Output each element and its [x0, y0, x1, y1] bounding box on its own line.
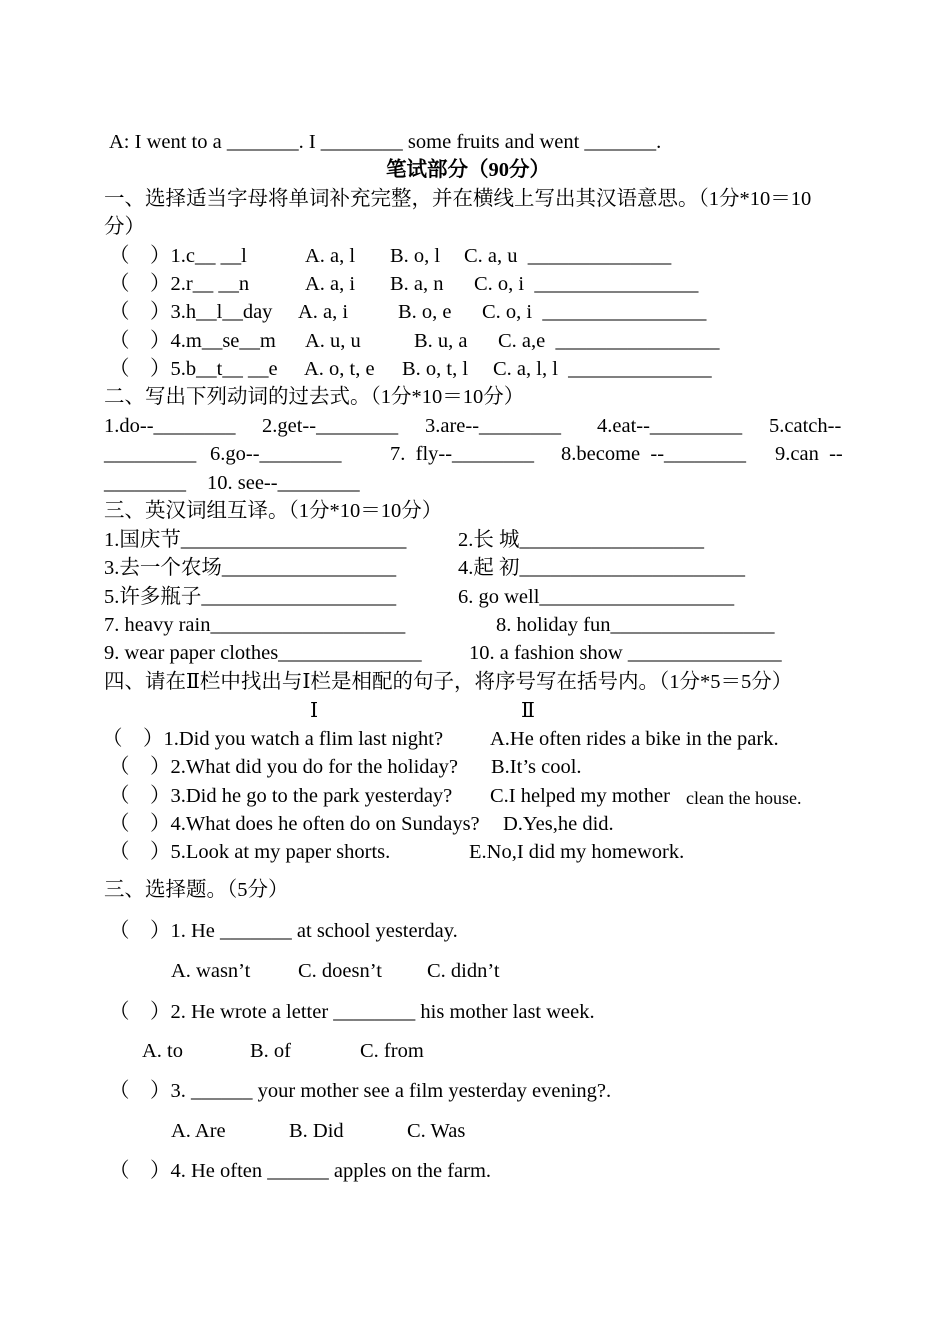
question-4: （ ）4. He often ______ apples on the farm. [109, 1160, 492, 1182]
part3-heading: 三、英汉词组互译。（1分*10＝10分） [104, 500, 443, 522]
part2-heading: 二、写出下列动词的过去式。（1分*10＝10分） [104, 386, 525, 408]
part1-heading-cont: 分） [104, 216, 145, 238]
question-1: （ ）1. He _______ at school yesterday. [109, 920, 458, 942]
question-2: （ ）2. He wrote a letter ________ his mother last week. [109, 1001, 595, 1023]
column-one-label: Ⅰ [310, 700, 319, 722]
question-3: （ ）3. ______ your mother see a film yesterday evening?. [109, 1080, 612, 1102]
column-two-label: Ⅱ [521, 700, 535, 722]
page-title: 笔试部分（90分） [386, 159, 550, 181]
part4-heading: 四、请在Ⅱ栏中找出与Ⅰ栏是相配的句子，将序号写在括号内。（1分*5＝5分） [104, 671, 793, 693]
part5-heading: 三、选择题。（5分） [104, 879, 289, 901]
intro-line: A: I went to a _______. I ________ some fruits and went _______. [109, 131, 662, 153]
part1-heading: 一、选择适当字母将单词补充完整，并在横线上写出其汉语意思。（1分*10＝10 [104, 188, 812, 210]
